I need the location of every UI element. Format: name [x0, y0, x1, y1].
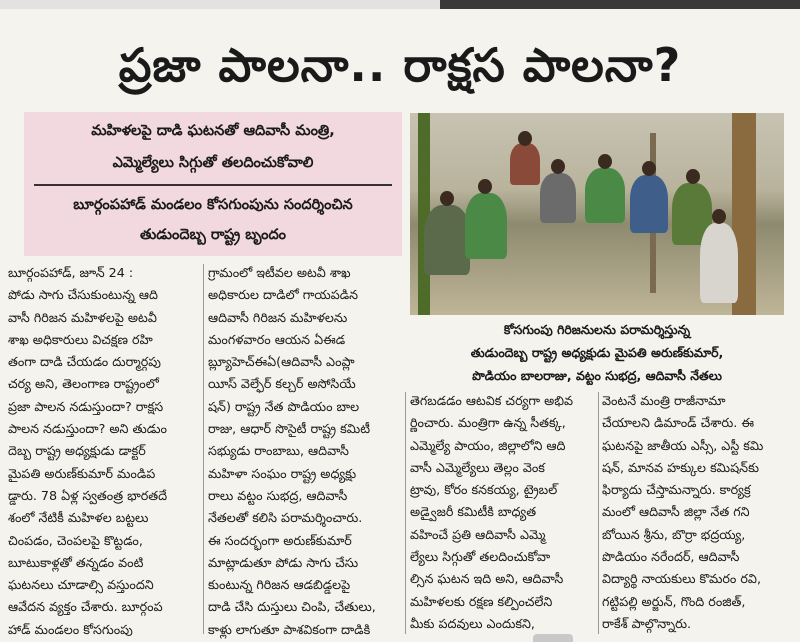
photo-person — [465, 193, 507, 259]
article-line: యీస్ వెల్ఫేర్ కల్చర్ అసోసియే — [208, 376, 356, 392]
article-line: అడ్వైజరీ కమిటీకి బాధ్యత — [410, 504, 537, 520]
article-line: ల్సిన ఘటన ఇది అని, ఆదివాసీ — [410, 571, 564, 587]
article-line: వాసీ గిరిజన మహిళలపై అటవీ — [8, 309, 157, 325]
headline: ప్రజా పాలనా.. రాక్షస పాలనా? — [118, 38, 682, 92]
article-line: ప్రజా పాలన నడుస్తుందా? రాక్షస — [8, 398, 164, 414]
article-line: షన్, మానవ హక్కుల కమిషన్‌కు — [602, 459, 760, 475]
photo-person-head — [642, 161, 656, 176]
article-line: మైపతి అరుణ్‌కుమార్ మండిప — [8, 465, 156, 481]
article-line: వెంటనే మంత్రి రాజీనామా — [602, 393, 726, 408]
photo-person-head — [712, 209, 726, 224]
article-line: శంలో నేటికీ మహిళల బట్టలు — [8, 510, 149, 526]
article-line: మంలో ఆదివాసీ జిల్లా నేత గని — [602, 504, 750, 520]
deck-line-2: ఎమ్మెల్యేలు సిగ్గుతో తలదించుకోవాలి — [112, 155, 314, 171]
page-edge-mark — [533, 634, 573, 642]
article-line: ర్ణించారు. మంత్రిగా ఉన్న సీతక్క, — [410, 415, 566, 431]
article-line: షన్) రాష్ట్ర నేత పొడియం బాల — [208, 398, 360, 414]
photo-person-head — [478, 179, 492, 194]
article-line: మంగళవారం ఆయన ఏఈడ — [208, 331, 346, 347]
article-line: ఈ సందర్భంగా అరుణ్‌కుమార్ — [208, 532, 352, 548]
article-line: వాసీ ఎమ్మెల్యేలు తెల్లం వెంక — [410, 459, 545, 475]
deck-box — [24, 112, 402, 256]
article-line: రాకేశ్ పాల్గొన్నారు. — [602, 615, 692, 631]
article-line: కుంటున్న గిరిజన ఆడబిడ్డలపై — [208, 577, 351, 593]
top-strip-dark — [440, 0, 800, 9]
article-line: సభ్యుడు రాంబాబు, ఆదివాసీ — [208, 443, 349, 459]
article-line: నేతలతో కలిసి పరామర్శించారు. — [208, 510, 363, 526]
photo-person-head — [440, 191, 454, 206]
photo-person — [540, 173, 576, 223]
article-line: బోయిన శ్రీను, బొర్రా భద్రయ్య, — [602, 526, 746, 542]
article-line: హాడ్ మండలం కోసగుంపు — [8, 621, 133, 637]
article-line: రాజు, ఆధార్ సొసైటీ రాష్ట్ర కమిటీ — [208, 421, 371, 437]
article-line: గ్రామంలో ఇటీవల అటవీ శాఖ — [208, 265, 351, 280]
photo-person — [510, 143, 540, 185]
article-line: వహించే ప్రతి ఆదివాసీ ఎమ్మె — [410, 526, 546, 542]
article-line: ఆదివాసీ గిరిజన మహిళలను — [208, 309, 348, 325]
article-column-1 — [8, 262, 200, 641]
photo-person-head — [518, 131, 532, 146]
article-line: చర్య అని, తెలంగాణ రాష్ట్రంలో — [8, 376, 159, 392]
caption-line-1: కోసగుంపు గిరిజనులను పరామర్శిస్తున్న — [503, 322, 691, 337]
article-line: చేయాలని డిమాండ్ చేశారు. ఈ — [602, 415, 754, 431]
article-line: ఆవేదన వ్యక్తం చేశారు. బూర్గంప — [8, 599, 163, 615]
article-line: ఫిర్యాదు చేస్తామన్నారు. కార్యక్ర — [602, 482, 751, 498]
article-line: దాడి చేసి దుస్తులు చింపి, చేతులు, — [208, 599, 376, 615]
article-line: పాలన నడుస్తుందా? అని తుడుం — [8, 421, 167, 437]
photo-caption — [410, 318, 784, 387]
article-line: కాళ్లు లాగుతూ పాశవికంగా దాడికి — [208, 621, 371, 637]
article-line: చింపడం, చెంపలపై కొట్టడం, — [8, 532, 143, 548]
article-line: మహిళలకు రక్షణ కల్పించలేని — [410, 593, 553, 609]
top-strip — [0, 0, 800, 9]
article-line: గట్టిపల్లి అర్జున్, గొంది రంజిత్, — [602, 593, 746, 609]
article-line: రాలు వట్టం సుభద్ర, ఆదివాసీ — [208, 487, 348, 503]
article-line: శాఖ అధికారులు విచక్షణ రహి — [8, 331, 153, 347]
photo-person-head — [551, 159, 565, 174]
photo-person — [700, 223, 738, 303]
article-line: దెబ్బ రాష్ట్ర అధ్యక్షుడు డాక్టర్ — [8, 443, 146, 459]
article-line: అధికారుల దాడిలో గాయపడిన — [208, 287, 359, 303]
caption-line-2: తుడుందెబ్బ రాష్ట్ర అధ్యక్షుడు మైపతి అరుణ్‌కుమార్, — [470, 345, 724, 360]
photo-person-head — [598, 154, 612, 169]
column-rule — [203, 264, 204, 634]
article-line: బ్ల్యూహెచ్ఈఏ(ఆదివాసీ ఎంప్లా — [208, 354, 355, 370]
article-column-2 — [208, 262, 402, 641]
article-line: డ్డారు. 78 ఏళ్ల స్వతంత్ర భారతదే — [8, 487, 168, 503]
photo-person — [585, 168, 625, 223]
article-line: మాట్లాడుతూ పోడు సాగు చేసు — [208, 554, 359, 570]
photo-person — [424, 205, 470, 275]
news-photo — [410, 113, 784, 315]
article-line: తెగబడడం ఆటవిక చర్యగా అభివ — [410, 393, 574, 408]
article-line: ఘటనపై జాతీయ ఎస్సీ, ఎస్టీ కమి — [602, 437, 764, 453]
deck-line-1: మహిళలపై దాడి ఘటనతో ఆదివాసీ మంత్రి, — [91, 123, 335, 139]
article-column-3 — [410, 390, 596, 635]
article-line: ట్రావు, కోరం కనకయ్య, ట్రైబల్ — [410, 482, 558, 498]
photo-person — [630, 175, 668, 233]
deck-line-4: తుడుందెబ్బ రాష్ట్ర బృందం — [139, 227, 287, 243]
article-line: విద్యార్థి నాయకులు కొమరం రవి, — [602, 571, 761, 587]
deck-divider — [34, 184, 392, 186]
article-line: బూటుకాళ్లతో తన్నడం వంటి — [8, 554, 144, 570]
article-line: ల్యేలు సిగ్గుతో తలదించుకోవా — [410, 549, 551, 565]
article-line: ఘటనలు చూడాల్సి వస్తుందని — [8, 577, 154, 593]
column-rule — [405, 392, 406, 634]
deck-line-3: బూర్గంపహాడ్ మండలం కోసగుంపును సందర్శించిన — [73, 197, 353, 213]
article-line: పొడియం నరేందర్, ఆదివాసీ — [602, 549, 740, 565]
article-column-4 — [602, 390, 796, 635]
article-line: బూర్గంపహాడ్, జూన్ 24 : — [8, 265, 134, 280]
article-line: మహిళా సంఘం రాష్ట్ర అధ్యక్షు — [208, 465, 357, 481]
photo-person-head — [686, 169, 700, 184]
article-line: తంగా దాడి చేయడం దుర్మార్గపు — [8, 354, 161, 370]
article-line: మీకు పదవులు ఎందుకని, — [410, 615, 535, 631]
caption-line-3: పొడియం బాలరాజు, వట్టం సుభద్ర, ఆదివాసీ నేతలు — [472, 368, 722, 383]
article-line: పోడు సాగు చేసుకుంటున్న ఆది — [8, 287, 158, 303]
column-rule — [598, 392, 599, 634]
article-line: ఎమ్మెల్యే పాయం, జిల్లాలోని ఆది — [410, 437, 566, 453]
